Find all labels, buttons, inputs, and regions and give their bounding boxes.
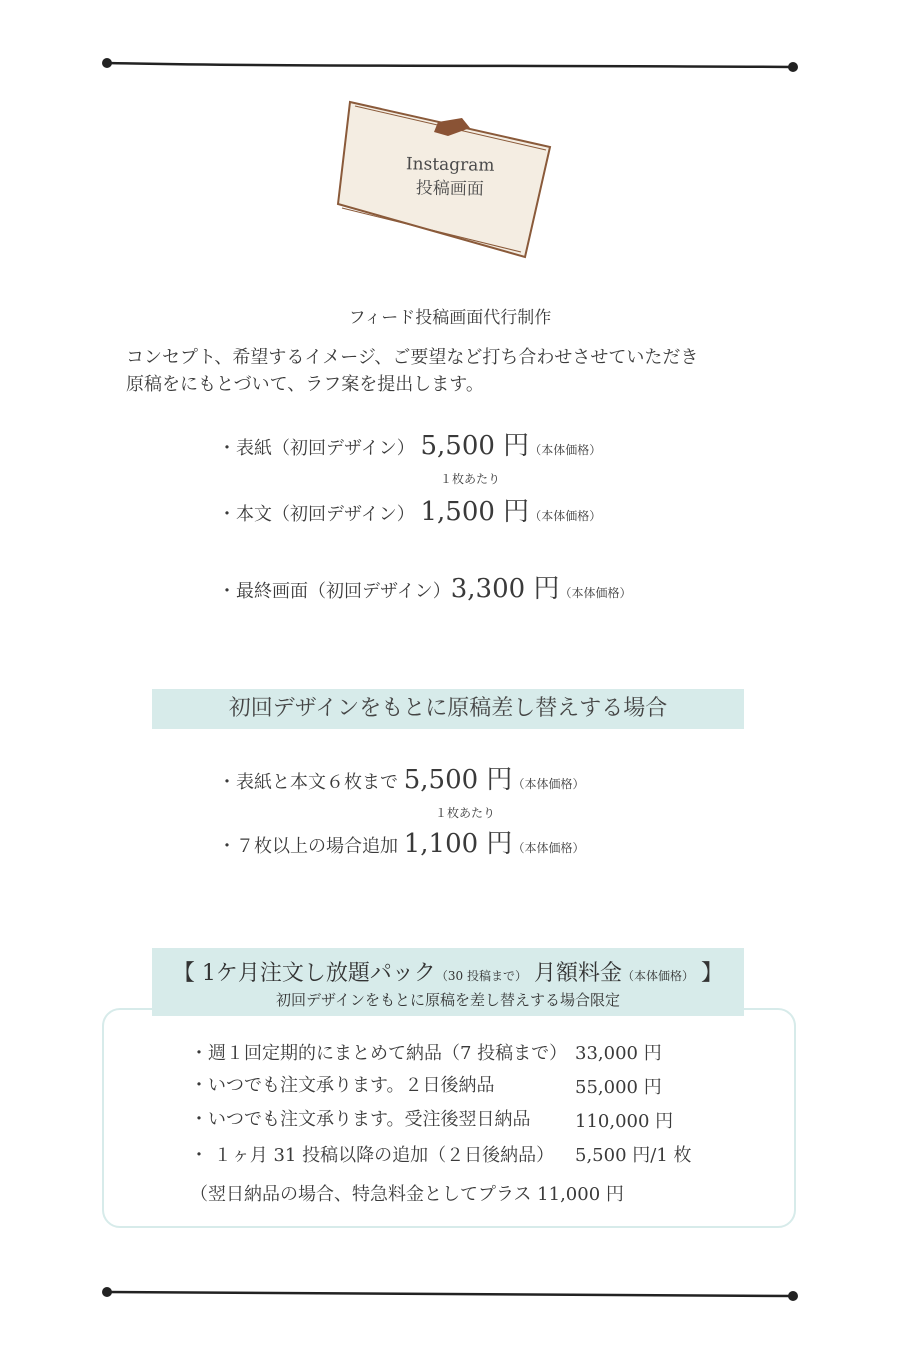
pack-row-value: 33,000 円 — [575, 1043, 662, 1064]
replace-heading: 初回デザインをもとに原稿差し替えする場合 — [152, 689, 744, 729]
per-sheet-note: １枚あたり — [440, 472, 501, 486]
pack-heading — [152, 948, 744, 1016]
intro-line-2: 原稿をにもとづいて、ラフ案を提出します。 — [126, 374, 484, 395]
pack-row-label: ・週１回定期的にまとめて納品（7 投稿まで） — [190, 1043, 568, 1064]
price-label: ・表紙（初回デザイン） — [218, 438, 415, 459]
pack-row-label: ・いつでも注文承ります。２日後納品 — [190, 1075, 495, 1096]
price-item-body — [218, 491, 601, 528]
tax-note: （本体価格） — [529, 509, 602, 523]
pack-title-fee: 月額料金 — [534, 961, 623, 986]
price-value: 1,500 円 — [420, 497, 530, 527]
pack-footnote: （翌日納品の場合、特急料金としてプラス 11,000 円 — [190, 1184, 624, 1205]
pack-title-tax: （本体価格） — [622, 969, 695, 983]
replace-item-2 — [218, 823, 584, 860]
pack-row-label: ・いつでも注文承ります。受注後翌日納品 — [190, 1109, 531, 1130]
price-label: ・最終画面（初回デザイン） — [218, 581, 451, 602]
replace-item-1 — [218, 759, 584, 796]
price-label: ・７枚以上の場合追加 — [218, 836, 398, 857]
pack-title-note: （30 投稿まで） — [435, 969, 528, 983]
tax-note: （本体価格） — [512, 777, 585, 791]
price-label: ・表紙と本文６枚まで — [218, 772, 398, 793]
pack-title-main: 【 1ケ月注文し放題パック — [172, 961, 436, 986]
section-subtitle: フィード投稿画面代行制作 — [348, 308, 552, 328]
top-divider — [0, 45, 900, 85]
pack-row-value: 5,500 円/1 枚 — [575, 1145, 692, 1166]
tax-note: （本体価格） — [529, 443, 602, 457]
price-label: ・本文（初回デザイン） — [218, 504, 415, 525]
price-value: 3,300 円 — [450, 574, 560, 604]
pack-row-value: 110,000 円 — [575, 1111, 674, 1132]
card-label — [380, 152, 521, 202]
intro-text — [126, 344, 698, 398]
price-value: 5,500 円 — [420, 431, 530, 461]
price-item-final — [218, 568, 631, 605]
tax-note: （本体価格） — [559, 586, 632, 600]
price-value: 5,500 円 — [403, 765, 513, 795]
price-value: 1,100 円 — [403, 829, 513, 859]
price-item-cover — [218, 425, 601, 462]
bottom-divider — [0, 1275, 900, 1315]
pack-row-value: 55,000 円 — [575, 1077, 662, 1098]
intro-line-1: コンセプト、希望するイメージ、ご要望など打ち合わせさせていただき — [126, 347, 699, 368]
pack-title-bracket: 】 — [701, 961, 724, 986]
card-subtitle: 投稿画面 — [415, 178, 484, 200]
pack-row-label: ・ １ヶ月 31 投稿以降の追加（２日後納品） — [190, 1145, 555, 1166]
card-title: Instagram — [405, 154, 495, 176]
tax-note: （本体価格） — [512, 841, 585, 855]
pack-subheading: 初回デザインをもとに原稿を差し替えする場合限定 — [276, 991, 620, 1009]
per-sheet-note: １枚あたり — [435, 806, 496, 820]
pack-title — [152, 960, 744, 990]
